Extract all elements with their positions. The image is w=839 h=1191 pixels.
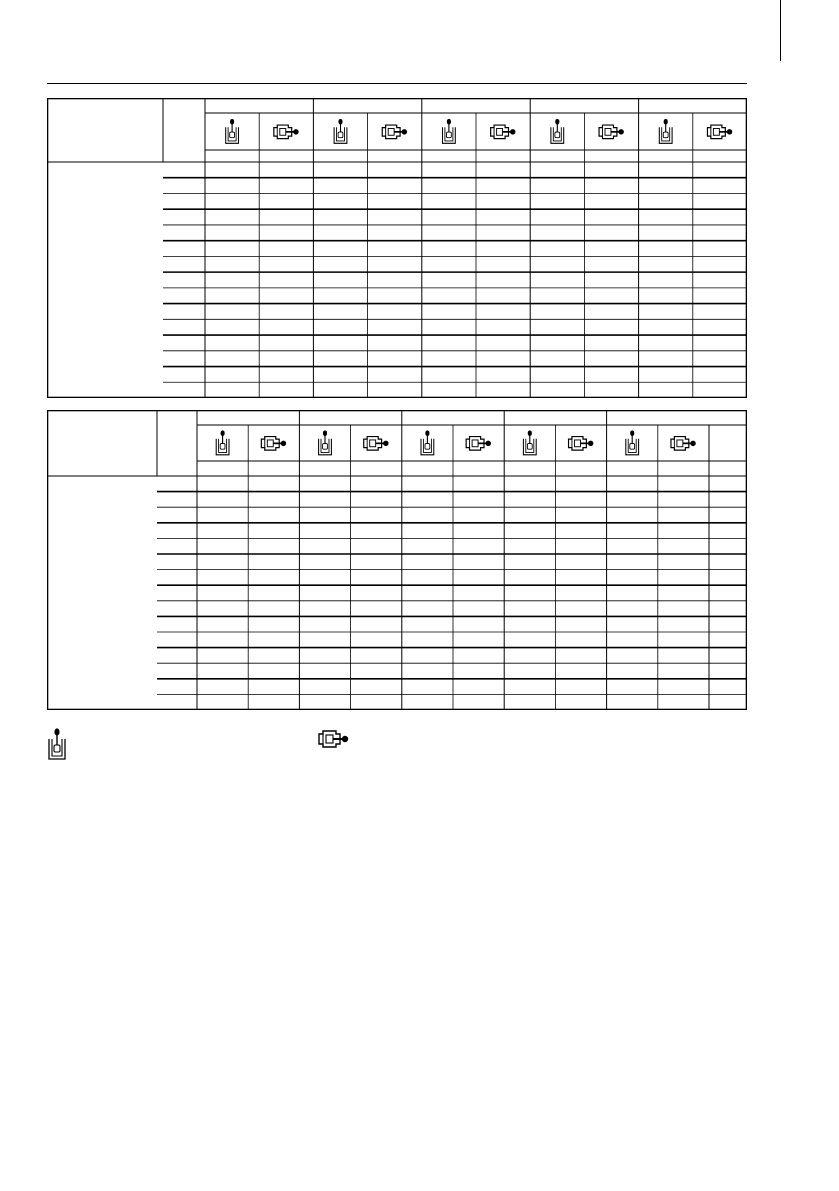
control-lever-icon: [216, 430, 229, 454]
motor-valve-icon: [491, 125, 516, 139]
legend-secondary: [316, 728, 350, 760]
motor-valve-icon: [707, 125, 732, 139]
data-table-bottom: [47, 410, 747, 710]
header-rule: [47, 83, 747, 84]
control-lever-icon: [334, 119, 347, 143]
control-lever-icon: [443, 119, 456, 143]
table-frame: [48, 411, 747, 710]
motor-valve-icon: [382, 125, 407, 139]
motor-valve-icon: [671, 437, 696, 451]
control-lever-icon: [49, 728, 65, 759]
control-lever-icon: [226, 119, 239, 143]
crop-mark: [780, 0, 781, 61]
motor-valve-icon: [364, 437, 389, 451]
data-table-top: [47, 98, 747, 398]
control-lever-icon: [421, 430, 434, 454]
table-frame: [48, 99, 747, 398]
motor-valve-icon: [466, 437, 491, 451]
legend-primary: [47, 728, 67, 760]
control-lever-icon: [626, 430, 639, 454]
motor-valve-icon: [569, 437, 594, 451]
data-table-top-grid: [47, 98, 747, 398]
control-lever-icon: [551, 119, 564, 143]
motor-valve-icon: [316, 728, 350, 750]
motor-valve-icon: [261, 437, 286, 451]
control-lever-icon: [319, 430, 332, 454]
data-table-bottom-grid: [47, 410, 747, 710]
control-lever-icon: [659, 119, 672, 143]
control-lever-icon: [523, 430, 536, 454]
motor-valve-icon: [274, 125, 299, 139]
motor-valve-icon: [319, 731, 348, 747]
motor-valve-icon: [599, 125, 624, 139]
control-lever-icon: [47, 728, 67, 760]
